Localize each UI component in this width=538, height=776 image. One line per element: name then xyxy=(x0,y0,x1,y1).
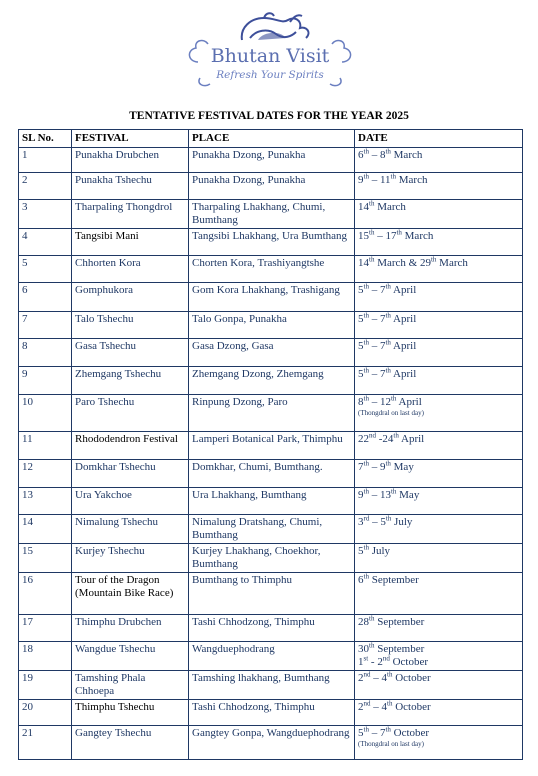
logo-brand: Bhutan Visit xyxy=(210,45,330,67)
date-text xyxy=(358,313,416,325)
row-place: Tharpaling Lhakhang, Chumi, Bumthang xyxy=(189,200,355,229)
date-text xyxy=(358,149,422,161)
row-sl-no: 20 xyxy=(19,700,72,726)
row-date xyxy=(355,615,523,642)
row-date xyxy=(355,488,523,515)
date-ordinal: th xyxy=(385,366,391,375)
date-ordinal: th xyxy=(385,282,391,291)
row-festival: Chhorten Kora xyxy=(72,256,189,283)
table-row xyxy=(19,488,523,515)
row-place: Lamperi Botanical Park, Thimphu xyxy=(189,432,355,460)
row-sl-no: 9 xyxy=(19,367,72,395)
row-sl-no: 18 xyxy=(19,642,72,671)
row-date xyxy=(355,544,523,573)
date-middle: September xyxy=(374,616,425,628)
table-row xyxy=(19,642,523,671)
row-date xyxy=(355,671,523,700)
bhutan-visit-logo xyxy=(180,10,360,88)
date-month: April xyxy=(398,433,425,445)
date-ordinal: th xyxy=(385,311,391,320)
date-month: May xyxy=(390,461,414,473)
date-middle: July xyxy=(368,545,391,557)
date-month: March xyxy=(436,257,468,269)
row-place: Tangsibi Lhakhang, Ura Bumthang xyxy=(189,229,355,256)
row-date xyxy=(355,283,523,312)
date-middle: – 9 xyxy=(368,461,386,473)
date-month: April xyxy=(390,368,417,380)
row-place: Tashi Chhodzong, Thimphu xyxy=(189,700,355,726)
row-place: Kurjey Lhakhang, Choekhor, Bumthang xyxy=(189,544,355,573)
date-middle: – 11 xyxy=(368,174,391,186)
date-day-start: 1 xyxy=(358,656,364,668)
row-sl-no: 6 xyxy=(19,283,72,312)
date-middle: – 17 xyxy=(374,230,397,242)
date-day-start: 6 xyxy=(358,574,364,586)
date-ordinal: th xyxy=(369,641,375,650)
table-row xyxy=(19,726,523,760)
row-festival: Thimphu Drubchen xyxy=(72,615,189,642)
date-text xyxy=(358,616,424,628)
row-festival: Zhemgang Tshechu xyxy=(72,367,189,395)
date-day-start: 9 xyxy=(358,489,364,501)
date-ordinal: st xyxy=(363,654,369,663)
date-month: April xyxy=(390,313,417,325)
row-sl-no: 17 xyxy=(19,615,72,642)
date-day-start: 30 xyxy=(358,643,369,655)
date-text xyxy=(358,545,390,557)
header-sl-no: SL No. xyxy=(19,130,72,148)
row-date xyxy=(355,726,523,760)
row-place: Punakha Dzong, Punakha xyxy=(189,148,355,173)
table-row xyxy=(19,432,523,460)
date-middle: - 2 xyxy=(368,656,383,668)
row-place: Gom Kora Lhakhang, Trashigang xyxy=(189,283,355,312)
row-festival: Rhododendron Festival xyxy=(72,432,189,460)
row-festival: Ura Yakchoe xyxy=(72,488,189,515)
row-sl-no: 1 xyxy=(19,148,72,173)
date-ordinal: th xyxy=(385,514,392,523)
row-sl-no: 4 xyxy=(19,229,72,256)
row-sl-no: 13 xyxy=(19,488,72,515)
date-text xyxy=(358,643,424,655)
table-header-row xyxy=(19,130,523,148)
row-sl-no: 12 xyxy=(19,460,72,488)
row-date xyxy=(355,173,523,200)
date-text xyxy=(358,396,422,408)
date-ordinal: th xyxy=(363,366,369,375)
date-text xyxy=(358,257,468,269)
row-festival: Tour of the Dragon (Mountain Bike Race) xyxy=(72,573,189,615)
date-middle: – 4 xyxy=(370,701,387,713)
row-place: Gangtey Gonpa, Wangduephodrang xyxy=(189,726,355,760)
row-date xyxy=(355,256,523,283)
row-festival: Gasa Tshechu xyxy=(72,339,189,367)
date-middle: March xyxy=(374,201,406,213)
date-text xyxy=(358,433,424,445)
date-ordinal: th xyxy=(369,255,375,264)
date-middle: – 8 xyxy=(368,149,386,161)
date-ordinal: nd xyxy=(363,699,371,708)
date-day-start: 6 xyxy=(358,149,364,161)
table-row xyxy=(19,367,523,395)
row-date xyxy=(355,200,523,229)
date-ordinal: th xyxy=(363,394,369,403)
row-place: Punakha Dzong, Punakha xyxy=(189,173,355,200)
date-ordinal: th xyxy=(363,338,369,347)
date-day-start: 5 xyxy=(358,313,364,325)
date-month: October xyxy=(392,701,431,713)
date-ordinal: th xyxy=(385,147,391,156)
row-place: Zhemgang Dzong, Zhemgang xyxy=(189,367,355,395)
header-date: DATE xyxy=(355,130,523,148)
date-ordinal: th xyxy=(369,614,375,623)
table-row xyxy=(19,395,523,432)
row-sl-no: 2 xyxy=(19,173,72,200)
row-sl-no: 3 xyxy=(19,200,72,229)
date-ordinal: th xyxy=(385,338,391,347)
document-title: TENTATIVE FESTIVAL DATES FOR THE YEAR 2025 xyxy=(129,110,409,122)
date-ordinal: th xyxy=(387,670,393,679)
row-festival: Punakha Drubchen xyxy=(72,148,189,173)
row-festival: Domkhar Tshechu xyxy=(72,460,189,488)
row-festival: Tangsibi Mani xyxy=(72,229,189,256)
date-ordinal: th xyxy=(363,147,369,156)
row-place: Bumthang to Thimphu xyxy=(189,573,355,615)
row-sl-no: 15 xyxy=(19,544,72,573)
header-place: PLACE xyxy=(189,130,355,148)
row-sl-no: 19 xyxy=(19,671,72,700)
table-row xyxy=(19,339,523,367)
row-festival: Nimalung Tshechu xyxy=(72,515,189,544)
row-place: Ura Lhakhang, Bumthang xyxy=(189,488,355,515)
date-month: March xyxy=(390,149,423,161)
date-ordinal: th xyxy=(430,255,437,264)
row-sl-no: 10 xyxy=(19,395,72,432)
date-text xyxy=(358,461,414,473)
date-month: October xyxy=(389,656,429,668)
row-sl-no: 14 xyxy=(19,515,72,544)
date-day-start: 2 xyxy=(358,701,364,713)
date-ordinal: th xyxy=(393,431,399,440)
table-row xyxy=(19,671,523,700)
table-row xyxy=(19,173,523,200)
row-sl-no: 5 xyxy=(19,256,72,283)
date-day-start: 22 xyxy=(358,433,369,445)
table-row xyxy=(19,544,523,573)
row-sl-no: 11 xyxy=(19,432,72,460)
table-row xyxy=(19,700,523,726)
date-text xyxy=(358,230,433,242)
date-text xyxy=(358,340,416,352)
date-month: July xyxy=(391,516,413,528)
date-ordinal: th xyxy=(390,172,396,181)
date-text xyxy=(358,174,427,186)
table-row xyxy=(19,229,523,256)
table-row xyxy=(19,615,523,642)
row-date xyxy=(355,339,523,367)
date-ordinal: rd xyxy=(363,514,370,523)
date-middle: -24 xyxy=(376,433,394,445)
table-row xyxy=(19,573,523,615)
row-date xyxy=(355,642,523,671)
date-ordinal: th xyxy=(390,487,397,496)
date-ordinal: th xyxy=(369,199,375,208)
table-row xyxy=(19,515,523,544)
date-middle: – 7 xyxy=(368,313,386,325)
date-month: March xyxy=(396,174,428,186)
row-festival: Wangdue Tshechu xyxy=(72,642,189,671)
date-ordinal: th xyxy=(363,543,369,552)
date-middle: – 12 xyxy=(368,396,391,408)
row-date xyxy=(355,312,523,339)
row-date xyxy=(355,460,523,488)
date-middle: September xyxy=(368,574,419,586)
table-row xyxy=(19,148,523,173)
row-place: Rinpung Dzong, Paro xyxy=(189,395,355,432)
date-day-start: 15 xyxy=(358,230,369,242)
date-ordinal: th xyxy=(363,459,369,468)
table-row xyxy=(19,312,523,339)
logo-tagline: Refresh Your Spirits xyxy=(216,69,324,81)
date-ordinal: th xyxy=(385,725,391,734)
date-month: May xyxy=(396,489,420,501)
row-place: Nimalung Dratshang, Chumi, Bumthang xyxy=(189,515,355,544)
date-month: April xyxy=(390,340,417,352)
date-text xyxy=(358,574,419,586)
row-date xyxy=(355,395,523,432)
date-middle: September xyxy=(374,643,425,655)
date-middle: March & 29 xyxy=(374,257,431,269)
date-day-start: 14 xyxy=(358,257,369,269)
row-sl-no: 16 xyxy=(19,573,72,615)
row-place: Tashi Chhodzong, Thimphu xyxy=(189,615,355,642)
table-row xyxy=(19,283,523,312)
table-row xyxy=(19,256,523,283)
date-text xyxy=(358,656,428,668)
date-middle: – 4 xyxy=(370,672,387,684)
date-month: April xyxy=(390,284,417,296)
row-place: Tamshing lhakhang, Bumthang xyxy=(189,671,355,700)
date-text xyxy=(358,201,406,213)
row-sl-no: 8 xyxy=(19,339,72,367)
date-day-start: 5 xyxy=(358,727,364,739)
date-middle: – 7 xyxy=(368,727,386,739)
date-ordinal: th xyxy=(363,572,369,581)
date-text xyxy=(358,368,416,380)
date-text xyxy=(358,727,429,739)
date-middle: – 7 xyxy=(368,368,386,380)
date-middle: – 7 xyxy=(368,340,386,352)
date-ordinal: nd xyxy=(369,431,376,440)
date-day-start: 5 xyxy=(358,284,364,296)
row-sl-no: 7 xyxy=(19,312,72,339)
row-festival: Talo Tshechu xyxy=(72,312,189,339)
row-festival: Tamshing Phala Chhoepa xyxy=(72,671,189,700)
date-ordinal: th xyxy=(385,459,391,468)
table-row xyxy=(19,200,523,229)
date-day-start: 3 xyxy=(358,516,364,528)
date-note: (Thongdral on last day) xyxy=(358,740,424,748)
date-day-start: 8 xyxy=(358,396,364,408)
date-day-start: 5 xyxy=(358,368,364,380)
date-middle: – 13 xyxy=(368,489,391,501)
date-ordinal: th xyxy=(363,282,369,291)
row-festival: Punakha Tshechu xyxy=(72,173,189,200)
row-date xyxy=(355,573,523,615)
date-ordinal: th xyxy=(387,699,393,708)
date-day-start: 9 xyxy=(358,174,364,186)
row-date xyxy=(355,229,523,256)
row-sl-no: 21 xyxy=(19,726,72,760)
row-date xyxy=(355,148,523,173)
date-ordinal: nd xyxy=(363,670,371,679)
date-month: October xyxy=(392,672,431,684)
date-ordinal: nd xyxy=(382,654,390,663)
row-festival: Kurjey Tshechu xyxy=(72,544,189,573)
row-place: Talo Gonpa, Punakha xyxy=(189,312,355,339)
date-middle: – 7 xyxy=(368,284,386,296)
row-festival: Gangtey Tshechu xyxy=(72,726,189,760)
date-note: (Thongdral on last day) xyxy=(358,409,424,417)
row-date xyxy=(355,515,523,544)
date-day-start: 5 xyxy=(358,340,364,352)
date-month: October xyxy=(390,727,430,739)
row-place: Chorten Kora, Trashiyangtshe xyxy=(189,256,355,283)
date-day-start: 5 xyxy=(358,545,364,557)
date-text xyxy=(358,701,431,713)
date-middle: – 5 xyxy=(369,516,386,528)
date-ordinal: th xyxy=(396,228,402,237)
table-row xyxy=(19,460,523,488)
row-festival: Paro Tshechu xyxy=(72,395,189,432)
date-ordinal: th xyxy=(390,394,397,403)
row-festival: Gomphukora xyxy=(72,283,189,312)
date-ordinal: th xyxy=(363,311,369,320)
date-day-start: 2 xyxy=(358,672,364,684)
row-place: Domkhar, Chumi, Bumthang. xyxy=(189,460,355,488)
date-month: March xyxy=(401,230,434,242)
date-ordinal: th xyxy=(363,725,369,734)
row-place: Gasa Dzong, Gasa xyxy=(189,339,355,367)
header-festival: FESTIVAL xyxy=(72,130,189,148)
date-ordinal: th xyxy=(369,228,375,237)
date-text xyxy=(358,284,416,296)
date-ordinal: th xyxy=(363,487,369,496)
date-day-start: 7 xyxy=(358,461,364,473)
date-text xyxy=(358,516,412,528)
date-day-start: 14 xyxy=(358,201,369,213)
date-month: April xyxy=(396,396,422,408)
date-text xyxy=(358,672,431,684)
row-date xyxy=(355,367,523,395)
row-festival: Tharpaling Thongdrol xyxy=(72,200,189,229)
date-text xyxy=(358,489,419,501)
row-date xyxy=(355,700,523,726)
row-date xyxy=(355,432,523,460)
festival-table xyxy=(18,129,523,760)
date-day-start: 28 xyxy=(358,616,369,628)
row-place: Wangduephodrang xyxy=(189,642,355,671)
row-festival: Thimphu Tshechu xyxy=(72,700,189,726)
date-ordinal: th xyxy=(363,172,369,181)
